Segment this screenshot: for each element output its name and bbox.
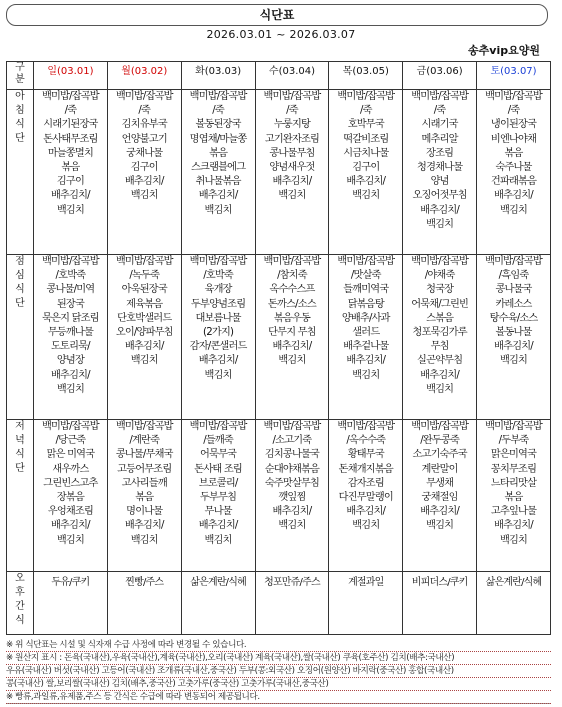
menu-item: 단무지 무침 [268, 327, 316, 339]
menu-cell [403, 420, 477, 572]
menu-item: 닭볶음탕 [347, 298, 384, 310]
menu-item: 오이/양파무침 [115, 327, 173, 339]
menu-item: 숙주맛살무침 [264, 477, 320, 489]
menu-item: 백김치 [499, 204, 528, 216]
menu-item: /소고기죽 [272, 435, 312, 447]
menu-item: 도토리묵/ [51, 341, 90, 353]
menu-item: 볶음 [209, 147, 228, 159]
menu-item: 콩나물/무채국 [115, 449, 173, 461]
menu-item: 백미밥/잡곡밥 [41, 421, 99, 432]
menu-cell [477, 420, 551, 572]
menu-item: 황태무국 [347, 449, 384, 461]
menu-item: 마늘쫑멸치 [47, 147, 94, 159]
note-line: 우유(국내산) 버섯(국내산) 고등어(국내산) 조개류(국내산,중국산) 두부(콩:외국산) 오징어(원양산) 바지락(중국산) 홍합(국내산) [6, 665, 551, 678]
day-header: 일(03.01) [34, 62, 108, 90]
organization-name: 송추vip요양원 [468, 44, 540, 57]
menu-item: 청포만쥬/주스 [264, 577, 320, 588]
menu-item: 백김치 [352, 190, 380, 202]
menu-item: 삶은계란/식혜 [190, 577, 246, 588]
menu-item: 시금치나물 [343, 147, 389, 159]
menu-item: /계란죽 [129, 435, 160, 447]
menu-cell [329, 420, 403, 572]
menu-item: 배추김치/ [272, 176, 312, 188]
menu-item: 콩나물국 [495, 284, 532, 296]
menu-item: 돈사태무조림 [43, 133, 98, 145]
menu-item: 스크램블에그 [190, 162, 246, 174]
menu-cell [329, 255, 403, 420]
day-header: 토(03.07) [477, 62, 551, 90]
menu-item: 백김치 [499, 534, 528, 546]
menu-item: 백미밥/잡곡밥 [41, 256, 99, 267]
note-line: 콩(국내산) 쌀,보리쌀(국내산) 김치(배추,중국산) 고춧가루(중국산) 고춧가루(국내산,중국산) [6, 678, 551, 691]
menu-item: 배추김치/ [198, 520, 238, 532]
day-header: 수(03.04) [255, 62, 329, 90]
menu-item: 돈채개지볶음 [338, 463, 393, 475]
menu-item: 옥수수스프 [269, 284, 315, 296]
menu-item: 명엽채/마늘쫑 [189, 133, 247, 145]
menu-item: /호박죽 [203, 270, 233, 282]
menu-item: 청국장 [426, 284, 454, 296]
menu-item: 백미밥/잡곡밥 [485, 91, 542, 102]
menu-item: 백김치 [56, 534, 84, 546]
menu-item: 백미밥/잡곡밥 [189, 421, 247, 432]
menu-item: 탕수육/소스 [489, 312, 538, 324]
menu-cell [477, 255, 551, 420]
menu-item: 배추김치/ [420, 204, 460, 216]
menu-item: 호박무국 [347, 119, 384, 131]
menu-item: 배추김치/ [124, 176, 164, 188]
meal-label: 아 침 식 단 [7, 90, 34, 255]
menu-item: 어묵무국 [200, 449, 237, 461]
menu-item: 청경채나물 [417, 162, 463, 174]
menu-item: 김구이 [130, 162, 158, 174]
menu-cell [477, 572, 551, 635]
menu-item: 찐빵/주스 [125, 577, 164, 588]
menu-cell [255, 420, 329, 572]
menu-item: 볶음 [504, 147, 523, 159]
menu-item: 백김치 [426, 383, 454, 395]
menu-item: 꽁치무조림 [490, 463, 537, 475]
menu-item: 배추김치/ [494, 341, 533, 353]
menu-item: 백김치 [130, 534, 158, 546]
meal-row-breakfast [7, 90, 551, 255]
menu-item: 장볶음 [56, 492, 84, 504]
menu-item: 콩나물/미역 [46, 284, 95, 296]
weekly-menu-table [6, 61, 551, 635]
menu-item: 양배추/사과 [341, 312, 390, 324]
menu-item: 콩나물무침 [269, 147, 315, 159]
menu-item: 배추김치/ [420, 369, 460, 381]
menu-item: 백김치 [204, 369, 232, 381]
menu-item: 단호박샐러드 [117, 312, 172, 324]
menu-item: 백김치 [204, 204, 232, 216]
menu-item: 김치콩나물국 [264, 449, 320, 461]
menu-item: /죽 [286, 105, 298, 117]
menu-item: 무나물 [204, 506, 232, 518]
menu-item: 배추김치/ [346, 355, 386, 367]
menu-item: 백김치 [56, 383, 84, 395]
menu-item: 백김치 [130, 355, 158, 367]
menu-item: 배추김치/ [346, 176, 386, 188]
menu-item: /당근죽 [55, 435, 86, 447]
menu-item: 김구이 [56, 176, 84, 188]
corner-label: 구 분 [7, 62, 34, 90]
menu-item: 대보름나물 [195, 312, 241, 324]
menu-item: 감자/콘샐러드 [189, 341, 247, 353]
menu-cell [181, 255, 255, 420]
menu-item: 양념 [430, 176, 449, 188]
menu-item: /죽 [64, 105, 77, 117]
menu-cell [255, 90, 329, 255]
menu-item: /호박죽 [55, 270, 86, 282]
menu-item: 김치유부국 [121, 119, 167, 131]
note-line: ※ 원산지 표시 : 돈육(국내산),우육(국내산),계육(국내산),오리(국내산) 계육(국내산),쌀(국내산) 쿠육(호주산) 김치(배추:국내산) [6, 652, 551, 665]
day-header: 화(03.03) [181, 62, 255, 90]
menu-cell [477, 90, 551, 255]
menu-cell [107, 90, 181, 255]
menu-item: 백미밥/잡곡밥 [337, 91, 395, 102]
menu-item: /두부죽 [498, 435, 529, 447]
menu-item: /옥수수죽 [346, 435, 386, 447]
page-title: 식단표 [6, 4, 548, 26]
menu-item: 우엉채조림 [47, 506, 94, 518]
meal-row-lunch [7, 255, 551, 420]
menu-item: 백김치 [278, 355, 306, 367]
menu-item: /죽 [507, 105, 520, 117]
menu-item: 백김치 [352, 369, 380, 381]
menu-item: 백미밥/잡곡밥 [115, 91, 173, 102]
menu-cell [181, 572, 255, 635]
menu-item: 고기완자조림 [264, 133, 320, 145]
menu-item: 무등깨나물 [47, 327, 94, 339]
menu-item: /죽 [212, 105, 224, 117]
menu-item: 건파래볶음 [490, 176, 537, 188]
menu-item: 계란말이 [421, 463, 458, 475]
menu-item: 묵은지 닭조림 [42, 312, 99, 324]
menu-item: 백미밥/잡곡밥 [41, 91, 99, 102]
menu-cell [107, 255, 181, 420]
menu-item: 취나물볶음 [195, 176, 241, 188]
menu-item: 청포묵김가루 [412, 327, 467, 339]
menu-item: 배추김치/ [420, 506, 460, 518]
menu-cell [329, 572, 403, 635]
menu-cell [34, 572, 108, 635]
menu-item: 명이나물 [126, 506, 163, 518]
menu-item: 카레소스 [495, 298, 532, 310]
menu-item: 백미밥/잡곡밥 [411, 256, 469, 267]
menu-cell [34, 255, 108, 420]
menu-item: 장조림 [426, 147, 454, 159]
menu-item: 백김치 [130, 190, 158, 202]
menu-item: 오징어젓무침 [412, 190, 467, 202]
header-row [7, 62, 551, 90]
menu-item: 배추김치/ [272, 506, 312, 518]
menu-cell [181, 90, 255, 255]
day-header: 목(03.05) [329, 62, 403, 90]
menu-item: 브로콜리/ [198, 477, 238, 489]
menu-item: 맑은미역국 [490, 449, 537, 461]
menu-item: /맛살죽 [350, 270, 381, 282]
note-line: ※ 빵류,과일류,유제품,주스 등 간식은 수급에 따라 변동되어 제공됩니다. [6, 691, 551, 704]
menu-item: 된장국 [56, 298, 84, 310]
menu-item: (2가지) [203, 327, 234, 339]
menu-item: 백미밥/잡곡밥 [263, 256, 321, 267]
menu-item: 백김치 [426, 218, 454, 230]
menu-item: 볶음 [61, 162, 80, 174]
menu-item: 메추리알 [421, 133, 458, 145]
menu-item: 볼동된장국 [195, 119, 241, 131]
menu-item: /완두콩죽 [420, 435, 460, 447]
menu-item: 배추김치/ [198, 190, 238, 202]
menu-item: 고사리들깨 [121, 477, 167, 489]
menu-item: 돈사태 조림 [194, 463, 242, 475]
menu-item: 비피더스/쿠키 [411, 577, 468, 588]
menu-item: 떡갈비조림 [343, 133, 389, 145]
menu-item: 배추김치/ [494, 520, 533, 532]
menu-item: 백미밥/잡곡밥 [411, 421, 469, 432]
meal-row-dinner [7, 420, 551, 572]
menu-item: 궁채절임 [421, 492, 458, 504]
menu-item: 백미밥/잡곡밥 [263, 421, 321, 432]
menu-item: 배추김치/ [51, 190, 90, 202]
menu-item: 무침 [430, 341, 449, 353]
menu-item: 백미밥/잡곡밥 [485, 256, 542, 267]
menu-cell [403, 255, 477, 420]
menu-cell [34, 90, 108, 255]
menu-item: 볶음 [504, 492, 523, 504]
menu-item: 고등어무조림 [117, 463, 172, 475]
menu-item: 시래기된장국 [43, 119, 98, 131]
menu-item: 백김치 [204, 534, 232, 546]
menu-item: 맑은 미역국 [46, 449, 95, 461]
meal-label: 점 심 식 단 [7, 255, 34, 420]
menu-item: 삶은계란/식혜 [485, 577, 542, 588]
menu-item: 배추김치/ [198, 355, 238, 367]
menu-item: 백미밥/잡곡밥 [263, 91, 321, 102]
menu-item: 비엔나야채 [490, 133, 537, 145]
menu-item: 배추김치/ [51, 369, 90, 381]
meal-row-snack [7, 572, 551, 635]
menu-item: 배추김치/ [494, 190, 533, 202]
menu-cell [107, 420, 181, 572]
menu-item: 배추김치/ [124, 520, 164, 532]
menu-item: 스볶음 [426, 312, 454, 324]
menu-item: 제육볶음 [126, 298, 163, 310]
menu-cell [181, 420, 255, 572]
menu-cell [255, 572, 329, 635]
menu-item: 어묵채/그린빈 [411, 298, 469, 310]
menu-item: 들깨미역국 [343, 284, 389, 296]
menu-item: 육개장 [204, 284, 232, 296]
menu-item: 궁채나물 [126, 147, 163, 159]
menu-item: 백김치 [499, 355, 528, 367]
day-header: 금(03.06) [403, 62, 477, 90]
menu-item: 실곤약무침 [417, 355, 463, 367]
menu-item: 두부무침 [200, 492, 237, 504]
menu-item: 양념새우젓 [269, 162, 315, 174]
menu-item: 백김치 [278, 520, 306, 532]
menu-item: 배추김치/ [272, 341, 312, 353]
menu-item: 숙주나물 [495, 162, 532, 174]
meal-label: 오 후 간 식 [7, 572, 34, 635]
menu-item: 백미밥/잡곡밥 [411, 91, 469, 102]
menu-item: 소고기숙주국 [412, 449, 467, 461]
menu-item: 돈까스/소스 [268, 298, 316, 310]
menu-item: 감자조림 [347, 477, 384, 489]
menu-item: 냉이된장국 [490, 119, 537, 131]
menu-item: 시래기국 [421, 119, 458, 131]
menu-item: 계절과일 [348, 577, 384, 588]
menu-item: 누룽지탕 [273, 119, 311, 131]
menu-item: 백김치 [352, 520, 380, 532]
menu-item: /흑임죽 [498, 270, 529, 282]
menu-item: 언양불고기 [121, 133, 167, 145]
menu-item: 무생채 [426, 477, 454, 489]
menu-item: 볶음 [135, 492, 154, 504]
menu-item: 샐러드 [352, 327, 380, 339]
notes [6, 639, 551, 704]
menu-item: 백미밥/잡곡밥 [115, 256, 173, 267]
menu-item: 백미밥/잡곡밥 [337, 256, 395, 267]
menu-item: 배추김치/ [124, 341, 164, 353]
menu-cell [255, 255, 329, 420]
menu-item: 그린빈스고추 [43, 477, 98, 489]
menu-item: /참치죽 [277, 270, 307, 282]
menu-item: 볶음우동 [273, 312, 311, 324]
menu-item: 백미밥/잡곡밥 [485, 421, 542, 432]
menu-item: 순대야채볶음 [264, 463, 320, 475]
menu-item: 백김치 [56, 204, 84, 216]
menu-item: 두유/쿠키 [51, 577, 90, 588]
menu-cell [34, 420, 108, 572]
menu-item: 느타리맛살 [490, 477, 537, 489]
menu-cell [403, 572, 477, 635]
menu-item: 배추김치/ [51, 520, 90, 532]
menu-cell [329, 90, 403, 255]
menu-item: /죽 [433, 105, 446, 117]
menu-cell [107, 572, 181, 635]
menu-item: /죽 [138, 105, 151, 117]
menu-cell [403, 90, 477, 255]
menu-period: 2026.03.01 ~ 2026.03.07 [206, 28, 356, 41]
note-line: ※ 위 식단표는 시설 및 식자재 수급 사정에 따라 변경될 수 있습니다. [6, 639, 551, 652]
meal-label: 저 녁 식 단 [7, 420, 34, 572]
menu-item: /죽 [359, 105, 372, 117]
menu-item: 배추김치/ [346, 506, 386, 518]
menu-item: 양념장 [56, 355, 84, 367]
menu-item: 다진무말랭이 [338, 492, 393, 504]
menu-item: 고추잎나물 [490, 506, 537, 518]
menu-item: 아욱된장국 [121, 284, 167, 296]
menu-item: /들깨죽 [203, 435, 233, 447]
menu-item: 볼동나물 [495, 327, 532, 339]
menu-item: 백미밥/잡곡밥 [115, 421, 173, 432]
day-header: 월(03.02) [107, 62, 181, 90]
menu-item: /녹두죽 [129, 270, 160, 282]
menu-item: 백미밥/잡곡밥 [337, 421, 395, 432]
menu-item: /야채죽 [424, 270, 455, 282]
menu-item: 백미밥/잡곡밥 [189, 91, 247, 102]
menu-item: 백김치 [426, 520, 454, 532]
menu-item: 배추겉나물 [343, 341, 389, 353]
menu-item: 백김치 [278, 190, 306, 202]
menu-item: 백미밥/잡곡밥 [189, 256, 247, 267]
menu-item: 깻잎찜 [278, 492, 306, 504]
menu-item: 새우까스 [52, 463, 89, 475]
menu-item: 김구이 [352, 162, 380, 174]
menu-item: 두부양념조림 [190, 298, 246, 310]
